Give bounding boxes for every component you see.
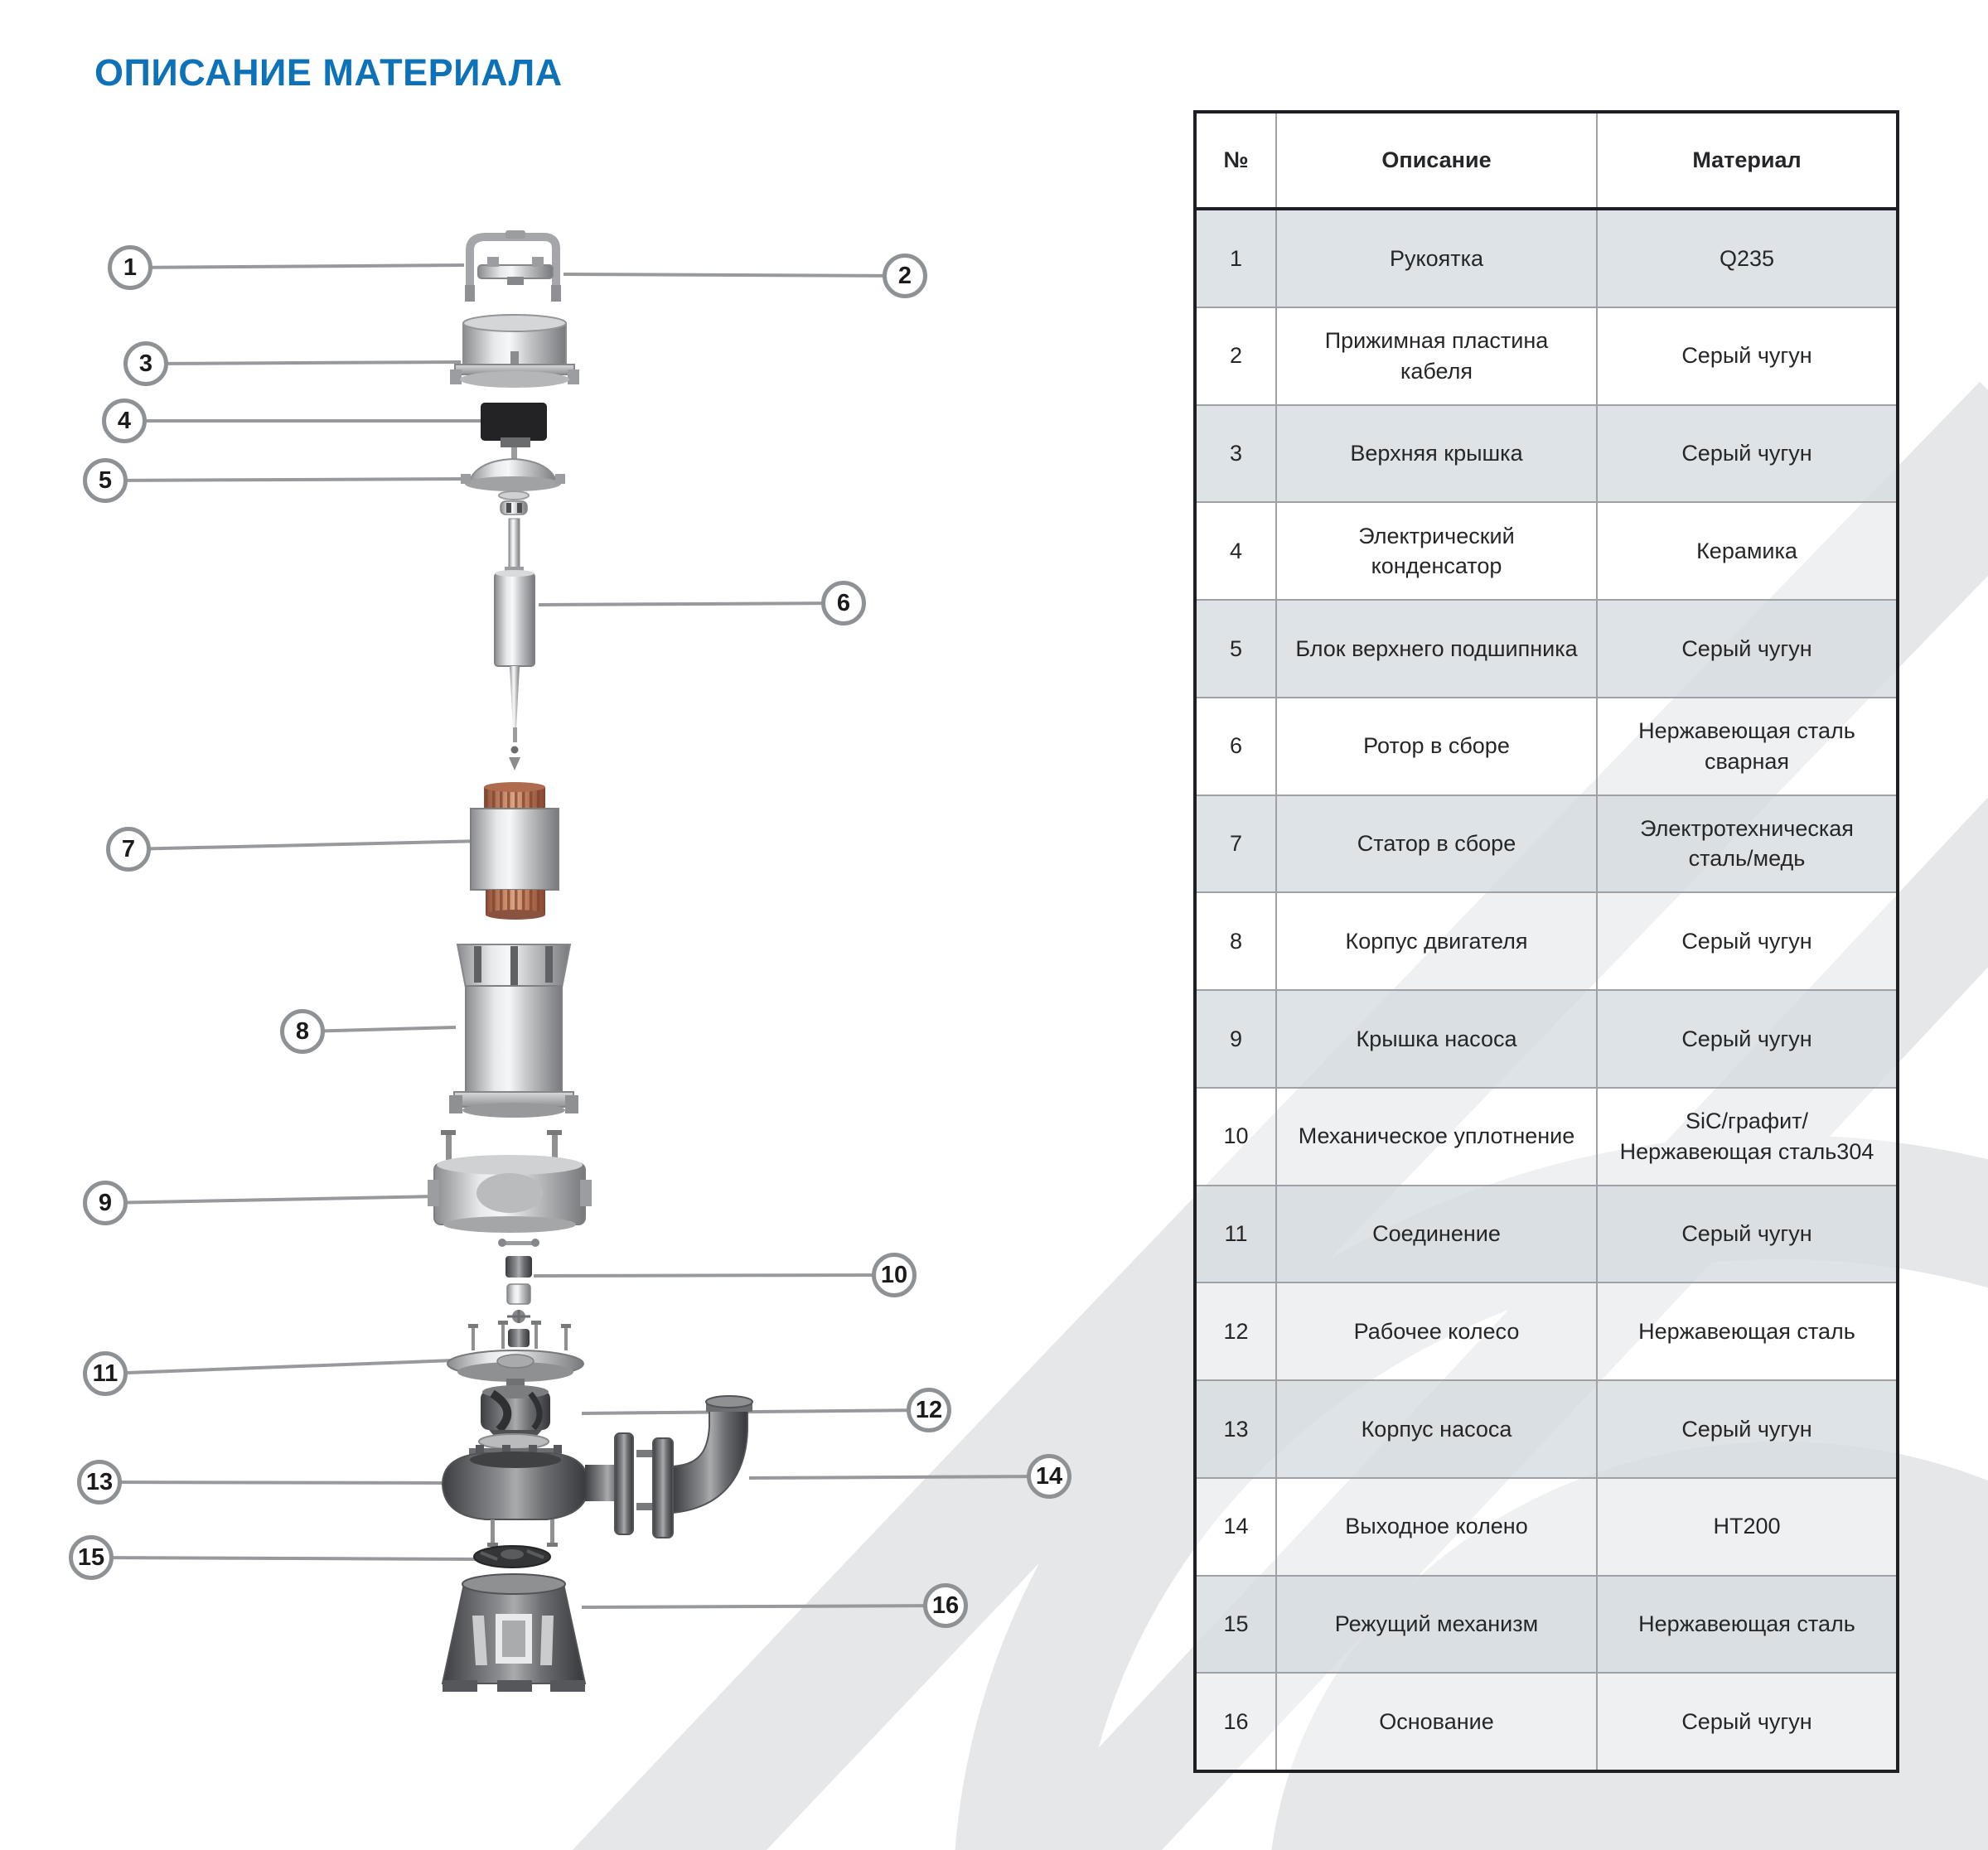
material-cell: HT200 [1596, 1479, 1896, 1575]
material-cell: Нержавеющая сталь [1596, 1283, 1896, 1379]
table-header-row [1197, 114, 1896, 210]
part-description-cell: Крышка насоса [1275, 991, 1596, 1087]
part-description-cell: Выходное колено [1275, 1479, 1596, 1575]
row-number-cell: 6 [1229, 733, 1243, 759]
callout-badge: 5 [83, 458, 128, 503]
part-description-cell: Электрический конденсатор [1275, 503, 1596, 599]
cutter-part [474, 1546, 550, 1567]
callout-badge: 15 [69, 1535, 114, 1580]
callout-badge: 10 [872, 1253, 917, 1297]
material-cell: Серый чугун [1596, 308, 1896, 404]
part-description-cell: Блок верхнего подшипника [1275, 601, 1596, 697]
base-part [443, 1574, 585, 1692]
material-cell: Серый чугун [1596, 1186, 1896, 1282]
table-row [1197, 1185, 1896, 1282]
leader-line [564, 274, 905, 276]
table-row [1197, 1282, 1896, 1379]
leader-line [534, 1275, 894, 1276]
material-cell: Керамика [1596, 503, 1896, 599]
page-title: ОПИСАНИЕ МАТЕРИАЛА [94, 51, 563, 94]
row-number-cell: 12 [1223, 1318, 1249, 1344]
impeller-part [479, 1385, 550, 1449]
cable-clamp-part [478, 257, 553, 285]
material-cell: SiC/графит/ Нержавеющая сталь304 [1596, 1089, 1896, 1185]
leader-line [105, 1196, 439, 1203]
part-description-cell: Прижимная пластина кабеля [1275, 308, 1596, 404]
callout-badge: 11 [83, 1351, 128, 1396]
row-number-cell: 15 [1223, 1611, 1249, 1637]
outlet-elbow-part [636, 1396, 752, 1538]
callout-badge: 12 [907, 1388, 951, 1432]
row-number-cell: 1 [1229, 245, 1243, 271]
leader-line [128, 840, 520, 849]
leader-line [302, 1027, 456, 1031]
row-number-cell: 2 [1229, 343, 1243, 369]
part-description-cell: Рукоятка [1275, 210, 1596, 307]
leader-line [130, 265, 464, 268]
top-cover-part [450, 315, 579, 388]
material-cell: Серый чугун [1596, 406, 1896, 502]
callout-badge: 8 [280, 1009, 325, 1054]
row-number-cell: 7 [1229, 831, 1243, 857]
pump-housing-part [443, 1433, 633, 1547]
pump-cover-part [428, 1130, 592, 1233]
leader-line [146, 362, 461, 364]
leader-line [91, 1558, 481, 1559]
part-description-cell: Ротор в сборе [1275, 698, 1596, 795]
table-row [1197, 795, 1896, 892]
material-cell: Серый чугун [1596, 1674, 1896, 1770]
material-cell: Серый чугун [1596, 1381, 1896, 1477]
material-cell: Серый чугун [1596, 893, 1896, 989]
table-row [1197, 1379, 1896, 1477]
callout-badge: 13 [77, 1460, 122, 1505]
capacitor-part [481, 403, 547, 466]
material-cell: Серый чугун [1596, 991, 1896, 1087]
leader-line [99, 1482, 445, 1483]
callout-badge: 3 [123, 341, 168, 386]
table-row [1197, 891, 1896, 989]
row-number-cell: 8 [1229, 928, 1243, 954]
callout-badge: 7 [106, 827, 151, 872]
header-description: Описание [1275, 114, 1596, 207]
table-row [1197, 501, 1896, 599]
motor-housing-part [449, 944, 578, 1118]
table-row [1197, 210, 1896, 307]
row-number-cell: 10 [1223, 1123, 1249, 1149]
header-material: Материал [1596, 114, 1896, 207]
row-number-cell: 9 [1229, 1026, 1243, 1051]
part-description-cell: Режущий механизм [1275, 1577, 1596, 1673]
part-description-cell: Механическое уплотнение [1275, 1089, 1596, 1185]
material-cell: Нержавеющая сталь сварная [1596, 698, 1896, 795]
part-description-cell: Рабочее колесо [1275, 1283, 1596, 1379]
table-row [1197, 599, 1896, 697]
leader-line [105, 479, 472, 481]
leader-line [105, 1360, 453, 1374]
table-row [1197, 1575, 1896, 1673]
part-description-cell: Статор в сборе [1275, 796, 1596, 892]
table-row [1197, 307, 1896, 404]
table-row [1197, 404, 1896, 502]
row-number-cell: 3 [1229, 441, 1243, 466]
row-number-cell: 11 [1224, 1221, 1248, 1247]
callout-badge: 16 [923, 1583, 968, 1628]
leader-line [582, 1606, 946, 1607]
table-row [1197, 989, 1896, 1087]
callout-badge: 9 [83, 1181, 128, 1225]
part-description-cell: Корпус двигателя [1275, 893, 1596, 989]
material-cell: Q235 [1596, 210, 1896, 307]
table-row [1197, 1672, 1896, 1770]
row-number-cell: 5 [1229, 635, 1243, 661]
bearing-block-part [461, 459, 565, 514]
materials-table [1193, 110, 1899, 1773]
material-cell: Нержавеющая сталь [1596, 1577, 1896, 1673]
callout-badge: 1 [108, 245, 152, 290]
leader-line [582, 1410, 929, 1413]
material-cell: Электротехническая сталь/медь [1596, 796, 1896, 892]
leader-line [749, 1476, 1049, 1478]
rotor-part [495, 519, 534, 770]
callout-badge: 4 [102, 398, 147, 443]
header-number: № [1223, 147, 1249, 173]
row-number-cell: 16 [1223, 1708, 1249, 1734]
part-description-cell: Соединение [1275, 1186, 1596, 1282]
stator-part [471, 782, 559, 920]
row-number-cell: 4 [1229, 538, 1243, 563]
callout-badge: 14 [1027, 1454, 1071, 1499]
table-row [1197, 1477, 1896, 1575]
part-description-cell: Корпус насоса [1275, 1381, 1596, 1477]
table-row [1197, 697, 1896, 795]
leader-line [539, 603, 844, 605]
material-cell: Серый чугун [1596, 601, 1896, 697]
row-number-cell: 14 [1223, 1514, 1249, 1539]
table-row [1197, 1087, 1896, 1185]
callout-badge: 6 [821, 581, 866, 626]
part-description-cell: Верхняя крышка [1275, 406, 1596, 502]
callout-badge: 2 [883, 254, 927, 298]
part-description-cell: Основание [1275, 1674, 1596, 1770]
row-number-cell: 13 [1223, 1416, 1249, 1442]
